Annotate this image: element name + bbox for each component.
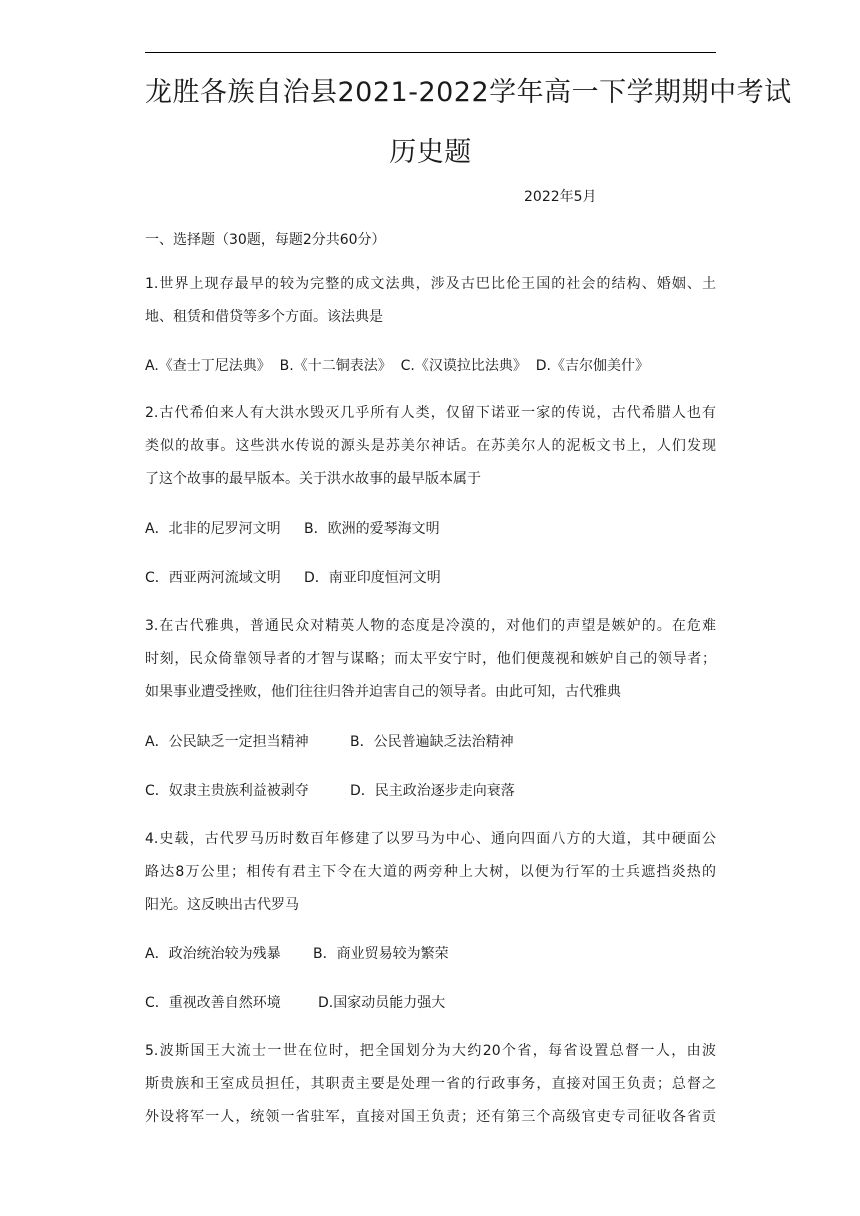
question-3-option-d: D．民主政治逐步走向衰落: [350, 783, 515, 799]
question-2-line-2: 类似的故事。这些洪水传说的源头是苏美尔神话。在苏美尔人的泥板文书上，人们发现: [145, 438, 716, 454]
question-5-line-3: 外设将军一人，统领一省驻军，直接对国王负责；还有第三个高级官吏专司征收各省贡: [145, 1109, 716, 1125]
question-1-options: A.《查士丁尼法典》 B.《十二铜表法》 C.《汉谟拉比法典》 D.《吉尔伽美什》: [145, 358, 649, 374]
exam-date: 2022年5月: [524, 189, 597, 205]
question-5-line-2: 斯贵族和王室成员担任，其职责主要是处理一省的行政事务，直接对国王负责；总督之: [145, 1076, 716, 1092]
section-heading: 一、选择题（30题，每题2分共60分）: [145, 232, 386, 248]
exam-title: 龙胜各族自治县2021-2022学年高一下学期期中考试: [145, 77, 792, 108]
top-rule: [145, 52, 716, 53]
question-4-option-d: D.国家动员能力强大: [318, 995, 446, 1011]
question-3-option-c: C．奴隶主贵族利益被剥夺: [145, 783, 309, 799]
question-2-option-b: B．欧洲的爱琴海文明: [304, 521, 440, 537]
question-4-line-2: 路达8万公里；相传有君主下令在大道的两旁种上大树，以便为行军的士兵遮挡炎热的: [145, 864, 716, 880]
question-2-line-3: 了这个故事的最早版本。关于洪水故事的最早版本属于: [145, 471, 481, 487]
question-4-option-b: B．商业贸易较为繁荣: [313, 946, 449, 962]
question-3-option-a: A．公民缺乏一定担当精神: [145, 734, 309, 750]
question-3-line-1: 3.在古代雅典，普通民众对精英人物的态度是冷漠的，对他们的声望是嫉妒的。在危难: [145, 618, 716, 634]
question-2-line-1: 2.古代希伯来人有大洪水毁灭几乎所有人类，仅留下诺亚一家的传说，古代希腊人也有: [145, 405, 716, 421]
question-1-line-2: 地、租赁和借贷等多个方面。该法典是: [145, 309, 383, 325]
question-1-line-1: 1.世界上现存最早的较为完整的成文法典，涉及古巴比伦王国的社会的结构、婚姻、土: [145, 276, 716, 292]
question-2-option-a: A．北非的尼罗河文明: [145, 521, 281, 537]
question-4-line-1: 4.史载，古代罗马历时数百年修建了以罗马为中心、通向四面八方的大道，其中硬面公: [145, 831, 716, 847]
question-4-option-a: A．政治统治较为残暴: [145, 946, 281, 962]
question-4-line-3: 阳光。这反映出古代罗马: [145, 897, 299, 913]
question-3-line-3: 如果事业遭受挫败，他们往往归咎并迫害自己的领导者。由此可知，古代雅典: [145, 684, 621, 700]
question-5-line-1: 5.波斯国王大流士一世在位时，把全国划分为大约20个省，每省设置总督一人，由波: [145, 1043, 716, 1059]
question-2-option-d: D．南亚印度恒河文明: [304, 570, 441, 586]
question-4-option-c: C．重视改善自然环境: [145, 995, 281, 1011]
question-3-line-2: 时刻，民众倚靠领导者的才智与谋略；而太平安宁时，他们便蔑视和嫉妒自己的领导者；: [145, 651, 716, 667]
question-3-option-b: B．公民普遍缺乏法治精神: [350, 734, 514, 750]
exam-subject: 历史题: [389, 137, 472, 168]
question-2-option-c: C．西亚两河流域文明: [145, 570, 281, 586]
